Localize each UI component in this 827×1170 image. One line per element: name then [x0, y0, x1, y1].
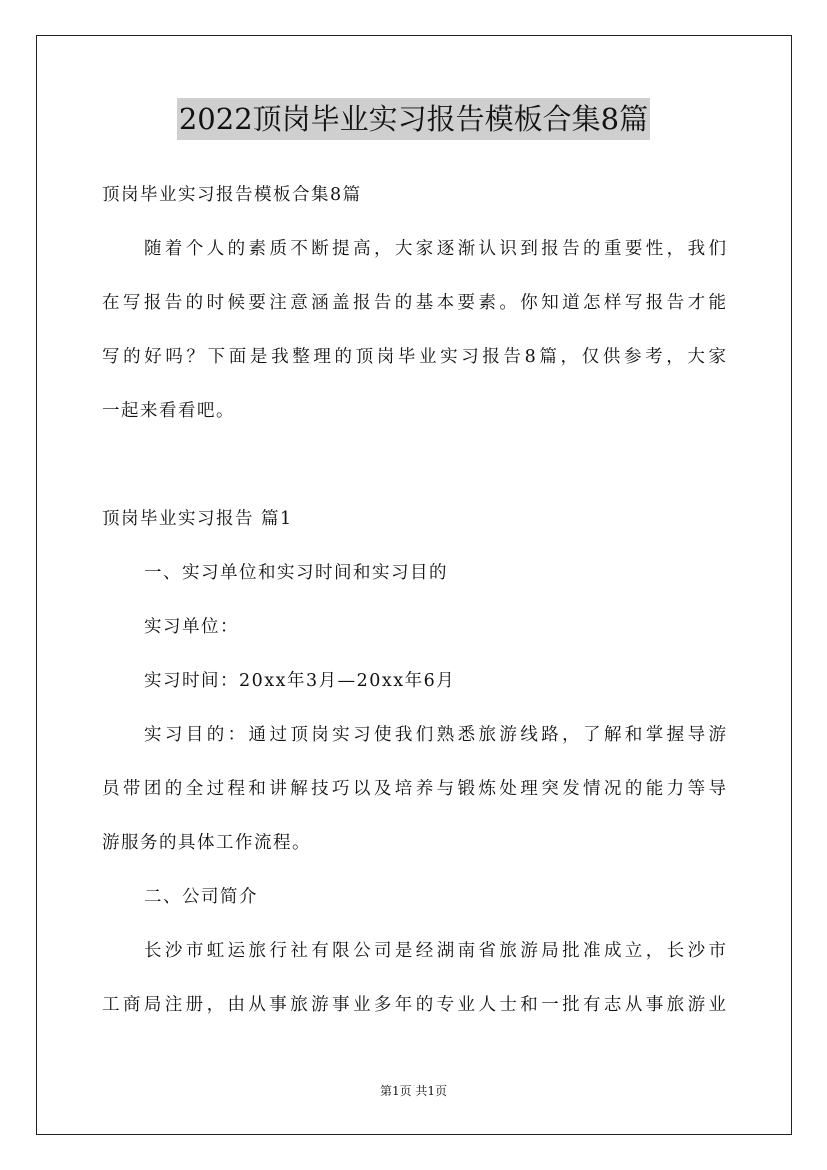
intro-line-2: 在写报告的时候要注意涵盖报告的基本要素。你知道怎样写报告才能 — [102, 293, 726, 313]
purpose-line-1: 实习目的：通过顶岗实习使我们熟悉旅游线路，了解和掌握导游 — [144, 725, 726, 745]
purpose-line-3: 游服务的具体工作流程。 — [102, 833, 311, 853]
purpose-line-2: 员带团的全过程和讲解技巧以及培养与锻炼处理突发情况的能力等导 — [102, 779, 726, 799]
section-heading: 顶岗毕业实习报告 篇1 — [102, 509, 293, 529]
document-title: 2022顶岗毕业实习报告模板合集8篇 — [177, 98, 650, 140]
intro-line-4: 一起来看看吧。 — [102, 401, 235, 421]
intro-line-3: 写的好吗？下面是我整理的顶岗毕业实习报告8篇，仅供参考，大家 — [102, 347, 726, 367]
document-subtitle: 顶岗毕业实习报告模板合集8篇 — [102, 185, 362, 205]
intro-line-1: 随着个人的素质不断提高，大家逐渐认识到报告的重要性，我们 — [144, 239, 726, 259]
title-container — [0, 98, 827, 140]
internship-unit: 实习单位： — [144, 617, 239, 637]
part2-heading: 二、公司简介 — [144, 887, 258, 907]
part1-heading: 一、实习单位和实习时间和实习目的 — [144, 563, 448, 583]
internship-time: 实习时间：20xx年3月—20xx年6月 — [144, 671, 456, 691]
company-line-1: 长沙市虹运旅行社有限公司是经湖南省旅游局批准成立，长沙市 — [144, 941, 726, 961]
page-footer: 第1页 共1页 — [379, 1084, 448, 1098]
company-line-2: 工商局注册，由从事旅游事业多年的专业人士和一批有志从事旅游业 — [102, 995, 726, 1015]
